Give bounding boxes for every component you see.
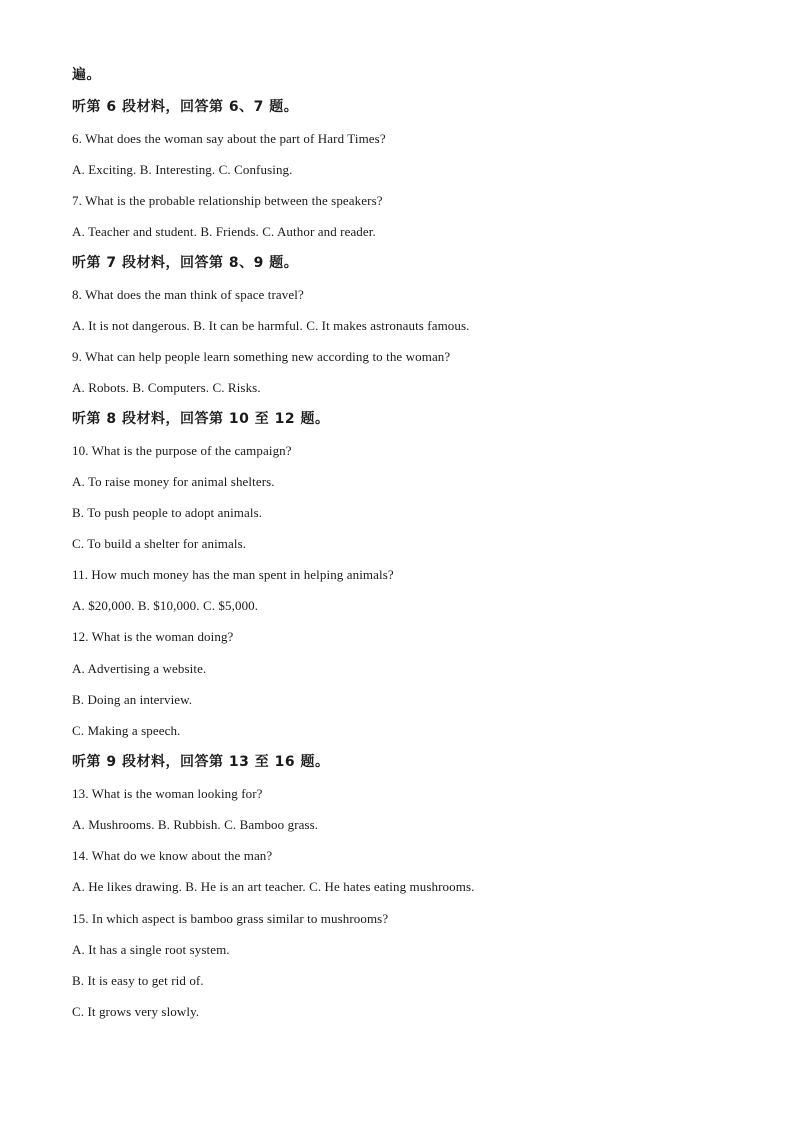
option-10-a: A. To raise money for animal shelters. [72,474,275,489]
options-11: A. $20,000. B. $10,000. C. $5,000. [72,598,259,613]
question-7: 7. What is the probable relationship between the speakers? [72,193,383,208]
question-10: 10. What is the purpose of the campaign? [72,443,292,458]
option-12-c: C. Making a speech. [72,723,181,738]
question-9: 9. What can help people learn something new according to the woman? [72,349,451,364]
section-heading-6: 听第 6 段材料，回答第 6、7 题。 [72,99,299,115]
option-12-b: B. Doing an interview. [72,692,193,707]
options-8: A. It is not dangerous. B. It can be harmful. C. It makes astronauts famous. [72,318,470,333]
question-15: 15. In which aspect is bamboo grass similar to mushrooms? [72,911,389,926]
option-15-a: A. It has a single root system. [72,942,230,957]
continued-text: 遍。 [72,67,101,83]
options-7: A. Teacher and student. B. Friends. C. Author and reader. [72,224,376,239]
section-heading-9: 听第 9 段材料，回答第 13 至 16 题。 [72,754,330,770]
question-11: 11. How much money has the man spent in helping animals? [72,567,394,582]
options-14: A. He likes drawing. B. He is an art teacher. C. He hates eating mushrooms. [72,879,475,894]
question-13: 13. What is the woman looking for? [72,786,263,801]
question-12: 12. What is the woman doing? [72,629,234,644]
options-13: A. Mushrooms. B. Rubbish. C. Bamboo grass. [72,817,319,832]
options-9: A. Robots. B. Computers. C. Risks. [72,380,261,395]
section-heading-8: 听第 8 段材料，回答第 10 至 12 题。 [72,411,330,427]
question-8: 8. What does the man think of space travel? [72,287,304,302]
question-6: 6. What does the woman say about the part of Hard Times? [72,131,386,146]
option-15-b: B. It is easy to get rid of. [72,973,204,988]
option-10-c: C. To build a shelter for animals. [72,536,247,551]
option-10-b: B. To push people to adopt animals. [72,505,263,520]
question-14: 14. What do we know about the man? [72,848,273,863]
section-heading-7: 听第 7 段材料，回答第 8、9 题。 [72,255,299,271]
options-6: A. Exciting. B. Interesting. C. Confusing. [72,162,293,177]
option-12-a: A. Advertising a website. [72,661,207,676]
option-15-c: C. It grows very slowly. [72,1004,200,1019]
